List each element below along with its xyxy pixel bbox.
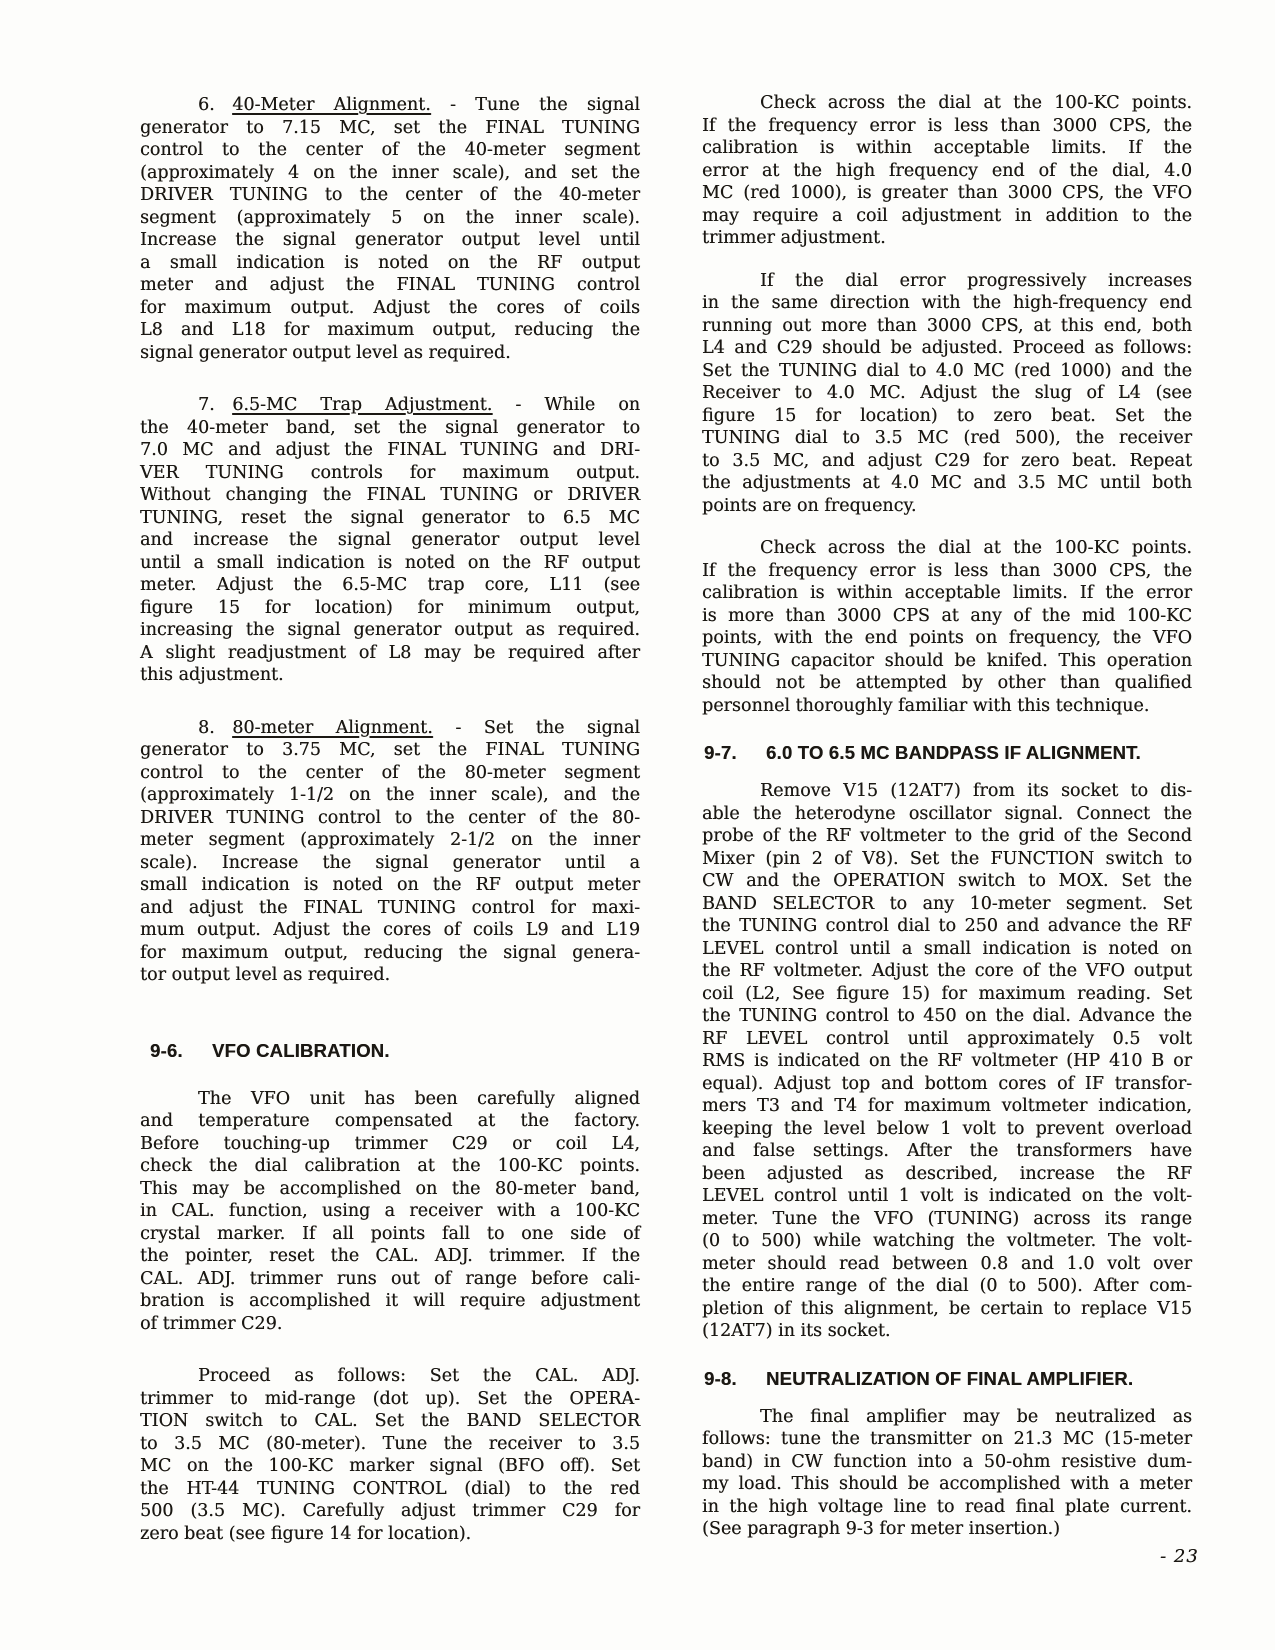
paragraph	[140, 1365, 640, 1545]
section-heading	[702, 1367, 1192, 1390]
text-line: Increase the signal generator output level until	[140, 230, 640, 250]
text-line: figure 15 for location) for minimum output,	[140, 597, 640, 618]
paragraph	[702, 780, 1192, 1343]
text-line: is more than 3000 CPS at any of the mid 100-KC	[702, 605, 1192, 626]
text-line: If the frequency error is less than 3000 CPS, the	[702, 560, 1192, 581]
text-line: to 3.5 MC, and adjust C29 for zero beat. Repeat	[702, 450, 1192, 471]
text-line: figure 15 for location) to zero beat. Set the	[702, 405, 1192, 426]
text-line: the HT-44 TUNING CONTROL (dial) to the red	[140, 1478, 640, 1499]
text-line: error at the high frequency end of the dial, 4.0	[702, 160, 1192, 181]
text-line: 500 (3.5 MC). Carefully adjust trimmer C29 for	[140, 1501, 640, 1521]
text-line: points are on frequency.	[702, 495, 917, 516]
text-line: zero beat (see figure 14 for location).	[140, 1523, 472, 1544]
text-line: meter and adjust the FINAL TUNING control	[140, 275, 640, 295]
paragraph	[140, 1088, 640, 1336]
text-line: TUNING dial to 3.5 MC (red 500), the receiver	[702, 428, 1192, 448]
paragraph	[702, 537, 1192, 717]
left-column	[140, 94, 640, 1575]
section-title: VFO CALIBRATION.	[212, 1039, 390, 1061]
paragraph	[140, 717, 640, 987]
text-line: the 40-meter band, set the signal generator to	[140, 417, 640, 438]
text-line: generator to 7.15 MC, set the FINAL TUNING	[140, 117, 640, 138]
text-line: Check across the dial at the 100-KC points.	[760, 93, 1192, 113]
text-line: in CAL. function, using a receiver with a 100-KC	[140, 1201, 640, 1221]
text-line: TUNING, reset the signal generator to 6.5 MC	[140, 507, 640, 528]
text-line: The final amplifier may be neutralized as	[760, 1406, 1192, 1427]
text-line: should not be attempted by other than qualified	[702, 673, 1192, 693]
paragraph	[140, 94, 640, 364]
text-line: points, with the end points on frequency, the VFO	[702, 628, 1192, 648]
text-line: mum output. Adjust the cores of coils L9 and L19	[140, 920, 640, 940]
text-line: and increase the signal generator output level	[140, 530, 640, 550]
text-line: in the high voltage line to read final plate current.	[702, 1496, 1192, 1517]
text-line: to 3.5 MC (80-meter). Tune the receiver to 3.5	[140, 1433, 640, 1454]
text-line: the RF voltmeter. Adjust the core of the VFO output	[702, 961, 1192, 981]
text-line: may require a coil adjustment in addition to the	[702, 205, 1192, 226]
text-line: If the frequency error is less than 3000 CPS, the	[702, 115, 1192, 136]
paragraph	[140, 394, 640, 687]
text-line: been adjusted as described, increase the RF	[702, 1163, 1192, 1184]
text-line: This may be accomplished on the 80-meter band,	[140, 1178, 640, 1199]
paragraph	[702, 270, 1192, 518]
text-line: my load. This should be accomplished with a meter	[702, 1474, 1192, 1494]
text-line: Check across the dial at the 100-KC points.	[760, 538, 1192, 558]
text-line: and false settings. After the transformers have	[702, 1141, 1192, 1161]
section-title: 6.0 TO 6.5 MC BANDPASS IF ALIGNMENT.	[766, 742, 1141, 763]
text-line: equal). Adjust top and bottom cores of IF transfor-	[702, 1073, 1192, 1094]
text-line: 7. 6.5-MC Trap Adjustment. - While on	[198, 395, 641, 415]
text-line: signal generator output level as required.	[140, 342, 511, 363]
text-line: meter. Tune the VFO (TUNING) across its range	[702, 1208, 1192, 1229]
text-line: the adjustments at 4.0 MC and 3.5 MC until both	[702, 473, 1192, 493]
paragraph	[702, 1406, 1192, 1541]
text-line: the TUNING control dial to 250 and advance the RF	[702, 916, 1192, 936]
text-line: check the dial calibration at the 100-KC points.	[140, 1156, 640, 1176]
text-line: LEVEL control until 1 volt is indicated on the volt-	[702, 1186, 1192, 1206]
text-line: RMS is indicated on the RF voltmeter (HP 410 B or	[702, 1051, 1192, 1071]
text-line: L8 and L18 for maximum output, reducing the	[140, 320, 640, 340]
section-number: 9-7.	[704, 742, 737, 763]
text-line: DRIVER TUNING control to the center of the 80-	[140, 807, 640, 828]
text-line: mers T3 and T4 for maximum voltmeter indication,	[702, 1096, 1192, 1116]
text-line: Proceed as follows: Set the CAL. ADJ.	[198, 1366, 640, 1386]
text-line: CAL. ADJ. trimmer runs out of range before cali-	[140, 1268, 640, 1289]
underlined-title: 40-Meter Alignment.	[232, 95, 431, 115]
text-line: TUNING capacitor should be knifed. This operation	[702, 650, 1192, 671]
text-line: RF LEVEL control until approximately 0.5 volt	[702, 1028, 1192, 1049]
text-line: crystal marker. If all points fall to one side of	[140, 1223, 640, 1244]
text-line: and temperature compensated at the factory.	[140, 1111, 640, 1131]
text-line: for maximum output. Adjust the cores of coils	[140, 297, 640, 318]
text-line: Set the TUNING dial to 4.0 MC (red 1000) and the	[702, 360, 1192, 381]
text-line: follows: tune the transmitter on 21.3 MC (15-meter	[702, 1429, 1192, 1449]
text-line: meter segment (approximately 2-1/2 on the inner	[140, 830, 640, 850]
text-line: (approximately 1-1/2 on the inner scale), and the	[140, 785, 640, 805]
text-line: trimmer to mid-range (dot up). Set the OPERA-	[140, 1388, 640, 1409]
text-line: DRIVER TUNING to the center of the 40-meter	[140, 185, 640, 205]
text-line: segment (approximately 5 on the inner scale).	[140, 207, 640, 228]
section-heading	[140, 1039, 640, 1062]
text-line: coil (L2, See figure 15) for maximum reading. Set	[702, 983, 1192, 1004]
text-line: of trimmer C29.	[140, 1313, 283, 1334]
underlined-title: 80-meter Alignment.	[232, 717, 433, 738]
right-column	[702, 92, 1192, 1561]
text-line: Receiver to 4.0 MC. Adjust the slug of L4 (see	[702, 383, 1192, 403]
text-line: probe of the RF voltmeter to the grid of the Second	[702, 826, 1192, 846]
text-line: band) in CW function into a 50-ohm resistive dum-	[702, 1451, 1192, 1472]
text-line: MC (red 1000), is greater than 3000 CPS, the VFO	[702, 183, 1192, 203]
section-heading	[702, 741, 1192, 764]
text-line: TION switch to CAL. Set the BAND SELECTOR	[140, 1411, 640, 1431]
text-line: MC on the 100-KC marker signal (BFO off). Set	[140, 1456, 640, 1476]
text-line: control to the center of the 80-meter segment	[140, 762, 640, 783]
text-line: the TUNING control to 450 on the dial. Advance the	[702, 1006, 1192, 1026]
text-line: calibration is within acceptable limits. If the error	[702, 583, 1192, 603]
text-line: If the dial error progressively increases	[760, 270, 1192, 291]
text-line: Before touching-up trimmer C29 or coil L4,	[140, 1133, 640, 1154]
text-line: control to the center of the 40-meter segment	[140, 140, 640, 160]
text-line: keeping the level below 1 volt to prevent overload	[702, 1118, 1192, 1139]
section-title: NEUTRALIZATION OF FINAL AMPLIFIER.	[766, 1367, 1134, 1389]
text-line: trimmer adjustment.	[702, 228, 886, 248]
text-line: 6. 40-Meter Alignment. - Tune the signal	[198, 95, 640, 115]
text-line: Mixer (pin 2 of V8). Set the FUNCTION switch to	[702, 848, 1192, 869]
text-line: bration is accomplished it will require adjustment	[140, 1291, 640, 1311]
text-line: running out more than 3000 CPS, at this end, both	[702, 315, 1192, 336]
text-line: Remove V15 (12AT7) from its socket to dis-	[760, 781, 1192, 801]
text-line: (12AT7) in its socket.	[702, 1321, 891, 1341]
text-line: increasing the signal generator output as required.	[140, 620, 640, 640]
text-line: tor output level as required.	[140, 965, 391, 985]
section-number: 9-6.	[150, 1039, 183, 1061]
text-line: small indication is noted on the RF output meter	[140, 875, 640, 895]
text-line: until a small indication is noted on the RF output	[140, 552, 640, 573]
text-line: 8. 80-meter Alignment. - Set the signal	[198, 717, 640, 738]
page-number: - 23	[1160, 1546, 1199, 1567]
paragraph	[702, 92, 1192, 250]
text-line: LEVEL control until a small indication is noted on	[702, 938, 1192, 959]
text-line: meter should read between 0.8 and 1.0 volt over	[702, 1253, 1192, 1274]
text-line: L4 and C29 should be adjusted. Proceed as follows:	[702, 338, 1192, 358]
text-line: 7.0 MC and adjust the FINAL TUNING and DRI-	[140, 440, 640, 460]
underlined-title: 6.5-MC Trap Adjustment.	[232, 395, 493, 415]
text-line: and adjust the FINAL TUNING control for maxi-	[140, 897, 640, 918]
text-line: able the heterodyne oscillator signal. Connect the	[702, 803, 1192, 824]
text-line: meter. Adjust the 6.5-MC trap core, L11 (see	[140, 575, 640, 595]
text-line: personnel thoroughly familiar with this technique.	[702, 695, 1150, 716]
text-line: this adjustment.	[140, 665, 284, 685]
text-line: for maximum output, reducing the signal genera-	[140, 942, 640, 963]
text-line: A slight readjustment of L8 may be required after	[140, 642, 640, 663]
text-line: (See paragraph 9-3 for meter insertion.)	[702, 1519, 1060, 1539]
text-line: BAND SELECTOR to any 10-meter segment. Set	[702, 893, 1192, 914]
text-line: scale). Increase the signal generator until a	[140, 852, 640, 873]
text-line: a small indication is noted on the RF output	[140, 252, 640, 273]
section-number: 9-8.	[704, 1367, 737, 1389]
text-line: in the same direction with the high-frequency end	[702, 293, 1192, 313]
text-line: The VFO unit has been carefully aligned	[198, 1088, 640, 1109]
text-line: (approximately 4 on the inner scale), and set the	[140, 162, 640, 183]
text-line: the pointer, reset the CAL. ADJ. trimmer. If the	[140, 1246, 640, 1266]
text-line: (0 to 500) while watching the voltmeter. The volt-	[702, 1231, 1192, 1251]
text-line: generator to 3.75 MC, set the FINAL TUNING	[140, 740, 640, 760]
text-line: Without changing the FINAL TUNING or DRIVER	[140, 485, 640, 505]
text-line: CW and the OPERATION switch to MOX. Set the	[702, 871, 1192, 891]
text-line: calibration is within acceptable limits. If the	[702, 138, 1192, 158]
text-line: the entire range of the dial (0 to 500). After com-	[702, 1276, 1192, 1296]
text-line: pletion of this alignment, be certain to replace V15	[702, 1298, 1192, 1319]
text-line: VER TUNING controls for maximum output.	[140, 462, 640, 483]
